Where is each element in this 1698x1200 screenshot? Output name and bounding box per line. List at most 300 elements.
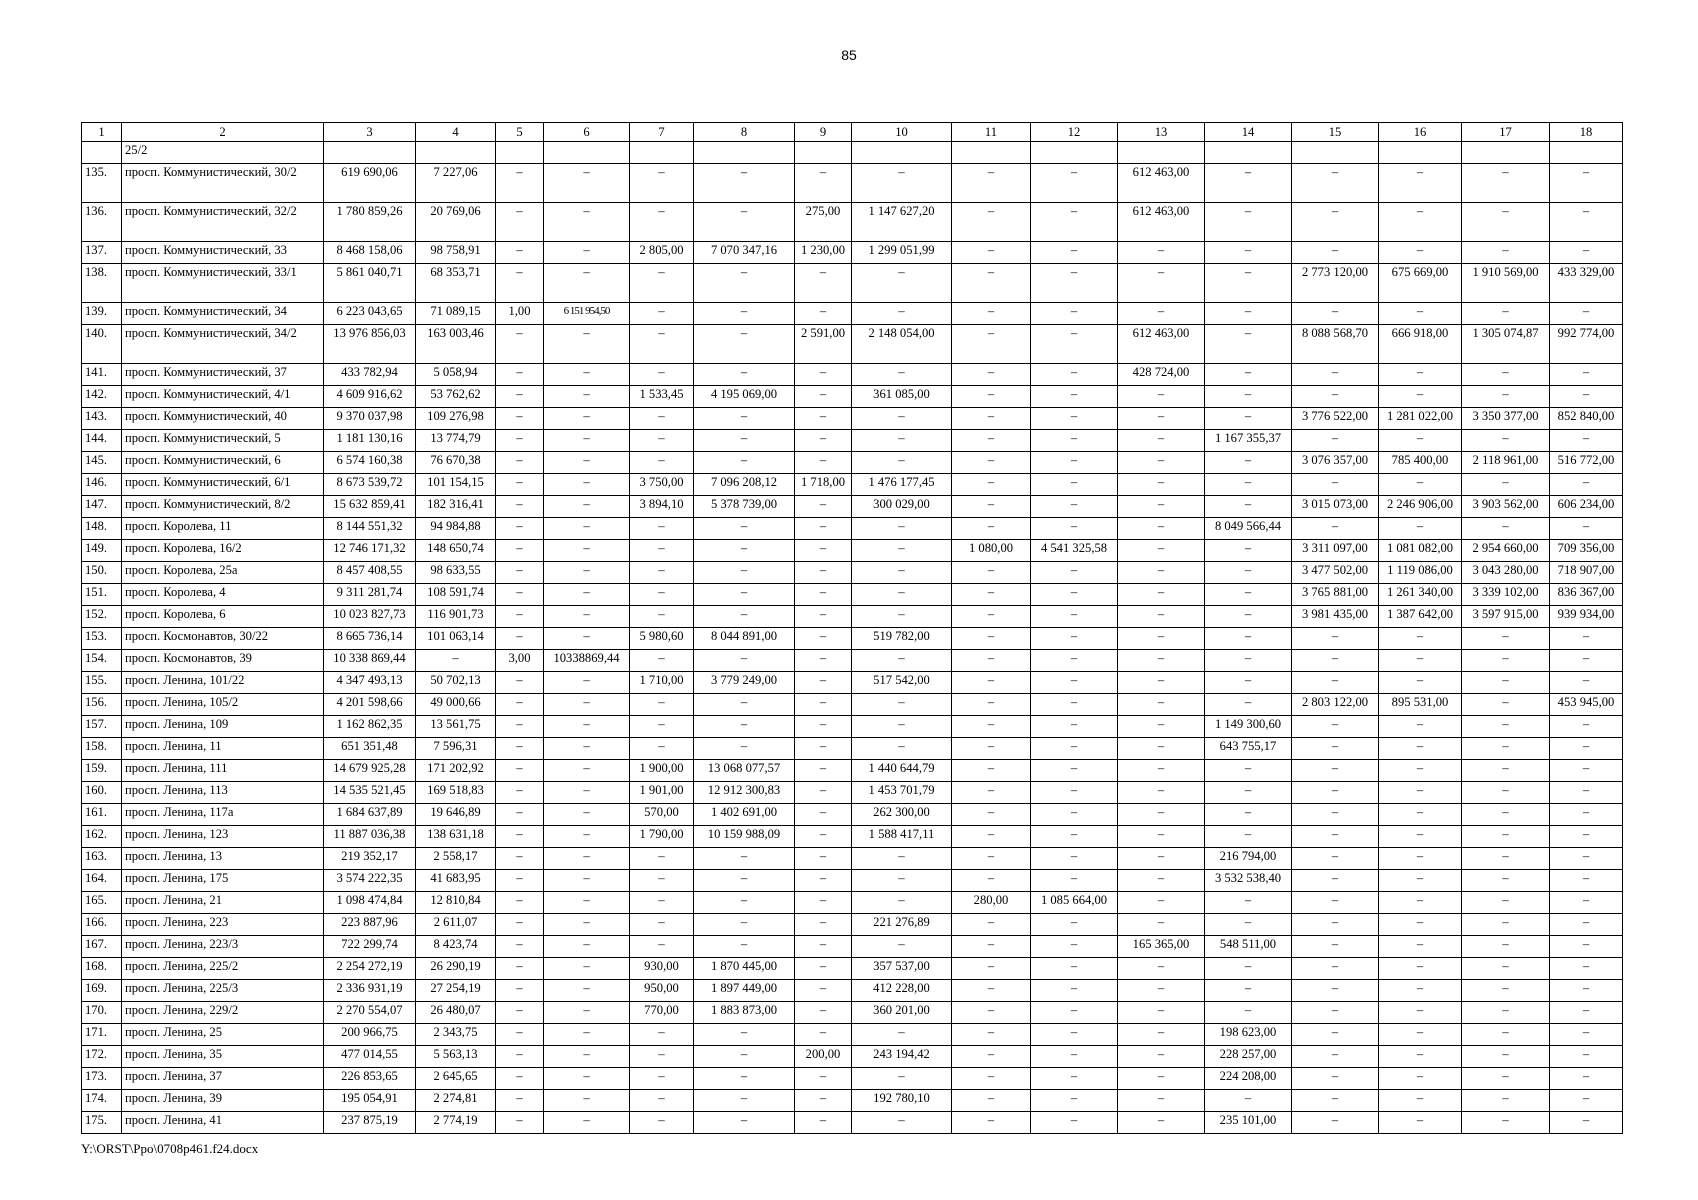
value-cell: 10 023 827,73	[324, 606, 416, 628]
value-cell: 3 894,10	[630, 496, 694, 518]
value-cell: 3 597 915,00	[1462, 606, 1550, 628]
table-row	[82, 650, 1623, 672]
value-cell: 8 468 158,06	[324, 242, 416, 264]
value-cell: 226 853,65	[324, 1068, 416, 1090]
value-cell: 19 646,89	[416, 804, 496, 826]
value-cell: –	[1205, 303, 1292, 325]
value-cell: –	[496, 716, 544, 738]
value-cell: –	[1379, 760, 1462, 782]
address-cell: просп. Космонавтов, 39	[122, 650, 324, 672]
value-cell: –	[952, 760, 1031, 782]
value-cell: 26 480,07	[416, 1002, 496, 1024]
value-cell: –	[694, 562, 795, 584]
column-header: 17	[1462, 123, 1550, 142]
value-cell: –	[1031, 694, 1118, 716]
row-number: 161.	[82, 804, 122, 826]
column-header: 13	[1118, 123, 1205, 142]
value-cell: –	[630, 716, 694, 738]
value-cell: –	[694, 606, 795, 628]
value-cell: –	[544, 364, 630, 386]
value-cell: –	[1205, 264, 1292, 303]
value-cell: 6 151 954,50	[544, 303, 630, 325]
address-cell: просп. Ленина, 21	[122, 892, 324, 914]
value-cell: –	[1205, 694, 1292, 716]
value-cell: 3 779 249,00	[694, 672, 795, 694]
value-cell: 1,00	[496, 303, 544, 325]
value-cell: 3 350 377,00	[1462, 408, 1550, 430]
value-cell: –	[630, 1112, 694, 1134]
value-cell: –	[496, 914, 544, 936]
value-cell: –	[1379, 804, 1462, 826]
value-cell: –	[1118, 303, 1205, 325]
table-row	[82, 672, 1623, 694]
value-cell: –	[795, 1002, 852, 1024]
value-cell: 718 907,00	[1550, 562, 1623, 584]
address-cell: просп. Коммунистический, 37	[122, 364, 324, 386]
value-cell: –	[1031, 782, 1118, 804]
value-cell: –	[630, 518, 694, 540]
value-cell: –	[1118, 892, 1205, 914]
table-row	[82, 584, 1623, 606]
value-cell: 1 684 637,89	[324, 804, 416, 826]
value-cell: –	[952, 562, 1031, 584]
value-cell: 666 918,00	[1379, 325, 1462, 364]
value-cell: –	[1379, 1090, 1462, 1112]
value-cell: –	[1379, 892, 1462, 914]
value-cell: –	[795, 386, 852, 408]
value-cell: –	[1379, 430, 1462, 452]
value-cell: –	[1462, 716, 1550, 738]
value-cell: –	[795, 804, 852, 826]
value-cell: –	[952, 716, 1031, 738]
value-cell: –	[630, 264, 694, 303]
table-row	[82, 562, 1623, 584]
value-cell: –	[496, 1002, 544, 1024]
row-number: 151.	[82, 584, 122, 606]
row-number: 157.	[82, 716, 122, 738]
value-cell: 477 014,55	[324, 1046, 416, 1068]
value-cell: 5 980,60	[630, 628, 694, 650]
value-cell: –	[1292, 848, 1379, 870]
value-cell: –	[1118, 562, 1205, 584]
value-cell: –	[795, 562, 852, 584]
value-cell: –	[1292, 242, 1379, 264]
value-cell: –	[630, 1024, 694, 1046]
value-cell: –	[1118, 738, 1205, 760]
value-cell: –	[1462, 303, 1550, 325]
table-row	[82, 936, 1623, 958]
value-cell: –	[952, 1024, 1031, 1046]
value-cell: –	[496, 760, 544, 782]
value-cell: –	[1205, 540, 1292, 562]
value-cell: –	[952, 650, 1031, 672]
value-cell: –	[630, 430, 694, 452]
value-cell: –	[630, 892, 694, 914]
value-cell: 14 535 521,45	[324, 782, 416, 804]
value-cell: –	[952, 936, 1031, 958]
row-number: 142.	[82, 386, 122, 408]
value-cell: –	[1550, 804, 1623, 826]
value-cell: –	[852, 848, 952, 870]
page-number: 85	[841, 47, 857, 63]
row-number: 150.	[82, 562, 122, 584]
value-cell: –	[1379, 958, 1462, 980]
address-cell: просп. Коммунистический, 34/2	[122, 325, 324, 364]
value-cell: –	[694, 848, 795, 870]
value-cell: –	[630, 408, 694, 430]
value-cell: –	[1292, 1024, 1379, 1046]
value-cell: –	[852, 1024, 952, 1046]
value-cell: –	[1205, 364, 1292, 386]
value-cell: 223 887,96	[324, 914, 416, 936]
value-cell: –	[1205, 650, 1292, 672]
row-number: 147.	[82, 496, 122, 518]
value-cell: –	[1205, 672, 1292, 694]
value-cell: –	[1205, 408, 1292, 430]
value-cell: –	[1292, 892, 1379, 914]
value-cell: –	[544, 958, 630, 980]
value-cell: 68 353,71	[416, 264, 496, 303]
value-cell: 9 370 037,98	[324, 408, 416, 430]
value-cell: –	[1550, 303, 1623, 325]
address-cell: просп. Ленина, 123	[122, 826, 324, 848]
value-cell: 1 718,00	[795, 474, 852, 496]
value-cell: –	[1205, 892, 1292, 914]
value-cell: –	[496, 386, 544, 408]
address-cell: просп. Коммунистический, 6	[122, 452, 324, 474]
value-cell: –	[852, 364, 952, 386]
value-cell: –	[1031, 628, 1118, 650]
value-cell: 1 476 177,45	[852, 474, 952, 496]
value-cell: –	[1292, 1046, 1379, 1068]
value-cell: –	[544, 980, 630, 1002]
value-cell: –	[1379, 1024, 1462, 1046]
value-cell: –	[952, 584, 1031, 606]
table-row	[82, 242, 1623, 264]
data-table	[81, 122, 1623, 1134]
value-cell: –	[1118, 760, 1205, 782]
value-cell: –	[1462, 474, 1550, 496]
column-header: 1	[82, 123, 122, 142]
value-cell: –	[952, 164, 1031, 203]
value-cell: –	[952, 914, 1031, 936]
value-cell: –	[496, 540, 544, 562]
value-cell: –	[694, 1112, 795, 1134]
address-cell: просп. Коммунистический, 30/2	[122, 164, 324, 203]
column-header: 18	[1550, 123, 1623, 142]
value-cell: –	[1031, 1002, 1118, 1024]
value-cell: 1 870 445,00	[694, 958, 795, 980]
value-cell: 8 665 736,14	[324, 628, 416, 650]
value-cell: –	[1205, 958, 1292, 980]
value-cell: –	[1292, 1090, 1379, 1112]
value-cell: –	[496, 1090, 544, 1112]
value-cell: –	[544, 628, 630, 650]
value-cell: –	[496, 804, 544, 826]
value-cell: –	[1462, 848, 1550, 870]
value-cell: –	[795, 540, 852, 562]
value-cell: –	[544, 936, 630, 958]
table-row	[82, 540, 1623, 562]
value-cell: –	[1550, 364, 1623, 386]
value-cell: –	[1292, 628, 1379, 650]
value-cell: 3 981 435,00	[1292, 606, 1379, 628]
value-cell: 4 195 069,00	[694, 386, 795, 408]
table-row	[82, 452, 1623, 474]
value-cell: –	[544, 782, 630, 804]
value-cell: 852 840,00	[1550, 408, 1623, 430]
address-cell: просп. Коммунистический, 40	[122, 408, 324, 430]
value-cell: –	[1292, 1002, 1379, 1024]
address-cell: просп. Королева, 6	[122, 606, 324, 628]
value-cell: –	[1462, 242, 1550, 264]
column-header: 11	[952, 123, 1031, 142]
value-cell: 1 162 862,35	[324, 716, 416, 738]
value-cell: –	[1292, 826, 1379, 848]
value-cell: –	[1292, 650, 1379, 672]
value-cell: –	[795, 518, 852, 540]
value-cell: –	[544, 264, 630, 303]
column-header: 15	[1292, 123, 1379, 142]
value-cell: –	[496, 474, 544, 496]
value-cell: –	[1118, 1090, 1205, 1112]
table-row	[82, 325, 1623, 364]
value-cell: –	[952, 496, 1031, 518]
value-cell: 237 875,19	[324, 1112, 416, 1134]
value-cell: –	[852, 716, 952, 738]
value-cell: 7 596,31	[416, 738, 496, 760]
value-cell: –	[1462, 164, 1550, 203]
value-cell: 709 356,00	[1550, 540, 1623, 562]
value-cell: 14 679 925,28	[324, 760, 416, 782]
value-cell: –	[952, 628, 1031, 650]
value-cell: –	[1462, 1090, 1550, 1112]
value-cell: –	[1031, 606, 1118, 628]
value-cell: 7 070 347,16	[694, 242, 795, 264]
value-cell: –	[952, 474, 1031, 496]
value-cell: –	[1462, 628, 1550, 650]
value-cell: –	[1462, 1002, 1550, 1024]
value-cell: –	[1031, 914, 1118, 936]
value-cell: –	[1550, 1112, 1623, 1134]
value-cell: –	[1031, 848, 1118, 870]
value-cell: –	[1118, 1046, 1205, 1068]
value-cell: 895 531,00	[1379, 694, 1462, 716]
value-cell: –	[1462, 760, 1550, 782]
value-cell: 1 147 627,20	[852, 203, 952, 242]
value-cell: 3 477 502,00	[1292, 562, 1379, 584]
value-cell: –	[1550, 716, 1623, 738]
row-number: 136.	[82, 203, 122, 242]
value-cell: –	[496, 264, 544, 303]
row-number: 156.	[82, 694, 122, 716]
value-cell: –	[795, 408, 852, 430]
address-cell: просп. Ленина, 225/3	[122, 980, 324, 1002]
value-cell: –	[694, 303, 795, 325]
value-cell: –	[1462, 782, 1550, 804]
table-row	[82, 848, 1623, 870]
value-cell: –	[544, 430, 630, 452]
address-cell: просп. Ленина, 175	[122, 870, 324, 892]
value-cell: 1 883 873,00	[694, 1002, 795, 1024]
value-cell: 101 063,14	[416, 628, 496, 650]
value-cell: 1 281 022,00	[1379, 408, 1462, 430]
row-number: 146.	[82, 474, 122, 496]
value-cell: 1 897 449,00	[694, 980, 795, 1002]
value-cell: –	[544, 540, 630, 562]
value-cell: 71 089,15	[416, 303, 496, 325]
value-cell: 1 402 691,00	[694, 804, 795, 826]
value-cell: –	[544, 1046, 630, 1068]
value-cell: –	[496, 1024, 544, 1046]
continuation-cell: 25/2	[122, 142, 324, 164]
value-cell: –	[1462, 672, 1550, 694]
value-cell: –	[1292, 203, 1379, 242]
value-cell: 1 299 051,99	[852, 242, 952, 264]
value-cell: –	[952, 1090, 1031, 1112]
value-cell: –	[795, 364, 852, 386]
value-cell: –	[952, 694, 1031, 716]
value-cell: 2 336 931,19	[324, 980, 416, 1002]
row-number: 165.	[82, 892, 122, 914]
value-cell: 1 098 474,84	[324, 892, 416, 914]
value-cell: –	[544, 325, 630, 364]
value-cell: –	[795, 936, 852, 958]
table-row	[82, 496, 1623, 518]
value-cell: 26 290,19	[416, 958, 496, 980]
value-cell: –	[496, 848, 544, 870]
value-cell: –	[852, 540, 952, 562]
value-cell: 1 710,00	[630, 672, 694, 694]
value-cell: –	[852, 936, 952, 958]
address-cell: просп. Коммунистический, 34	[122, 303, 324, 325]
value-cell: –	[1118, 870, 1205, 892]
value-cell: 357 537,00	[852, 958, 952, 980]
value-cell: 7 227,06	[416, 164, 496, 203]
value-cell: –	[1379, 914, 1462, 936]
value-cell: 1 790,00	[630, 826, 694, 848]
value-cell: –	[952, 452, 1031, 474]
column-header: 7	[630, 123, 694, 142]
value-cell: –	[1031, 1024, 1118, 1046]
table-row	[82, 1068, 1623, 1090]
value-cell: 570,00	[630, 804, 694, 826]
value-cell: –	[1031, 936, 1118, 958]
value-cell: –	[1118, 1002, 1205, 1024]
value-cell: –	[1550, 650, 1623, 672]
value-cell: 1 440 644,79	[852, 760, 952, 782]
value-cell: –	[952, 325, 1031, 364]
value-cell: –	[1379, 364, 1462, 386]
table-row	[82, 804, 1623, 826]
value-cell: 2 343,75	[416, 1024, 496, 1046]
value-cell: –	[496, 892, 544, 914]
column-header: 14	[1205, 123, 1292, 142]
value-cell: 1 900,00	[630, 760, 694, 782]
value-cell: 10338869,44	[544, 650, 630, 672]
value-cell: –	[1118, 826, 1205, 848]
value-cell: 49 000,66	[416, 694, 496, 716]
value-cell: –	[952, 430, 1031, 452]
value-cell: –	[694, 738, 795, 760]
value-cell: –	[1550, 203, 1623, 242]
value-cell: –	[1118, 914, 1205, 936]
value-cell: –	[1205, 1090, 1292, 1112]
value-cell: 2 246 906,00	[1379, 496, 1462, 518]
table-row	[82, 606, 1623, 628]
value-cell: 169 518,83	[416, 782, 496, 804]
row-number: 152.	[82, 606, 122, 628]
value-cell: –	[694, 892, 795, 914]
value-cell: –	[1118, 474, 1205, 496]
value-cell: –	[1462, 1024, 1550, 1046]
address-cell: просп. Коммунистический, 6/1	[122, 474, 324, 496]
value-cell: –	[795, 1090, 852, 1112]
value-cell: –	[694, 364, 795, 386]
value-cell: –	[852, 452, 952, 474]
value-cell: 109 276,98	[416, 408, 496, 430]
value-cell: 1 387 642,00	[1379, 606, 1462, 628]
column-header: 8	[694, 123, 795, 142]
value-cell: –	[1462, 826, 1550, 848]
value-cell: 1 080,00	[952, 540, 1031, 562]
value-cell: 785 400,00	[1379, 452, 1462, 474]
value-cell: –	[1205, 496, 1292, 518]
value-cell: –	[852, 650, 952, 672]
row-number: 169.	[82, 980, 122, 1002]
value-cell: –	[1118, 606, 1205, 628]
value-cell: –	[795, 870, 852, 892]
value-cell: –	[1118, 496, 1205, 518]
value-cell: –	[544, 892, 630, 914]
value-cell: –	[544, 584, 630, 606]
value-cell: –	[544, 1024, 630, 1046]
value-cell: 8 144 551,32	[324, 518, 416, 540]
value-cell: –	[544, 826, 630, 848]
value-cell: –	[496, 364, 544, 386]
value-cell: –	[952, 782, 1031, 804]
value-cell: –	[1118, 782, 1205, 804]
value-cell: –	[1379, 518, 1462, 540]
value-cell: –	[852, 584, 952, 606]
value-cell: 8 673 539,72	[324, 474, 416, 496]
row-number: 144.	[82, 430, 122, 452]
value-cell: –	[952, 672, 1031, 694]
value-cell: 101 154,15	[416, 474, 496, 496]
address-cell: просп. Коммунистический, 32/2	[122, 203, 324, 242]
value-cell: –	[544, 1002, 630, 1024]
value-cell: 1 149 300,60	[1205, 716, 1292, 738]
value-cell: –	[1462, 364, 1550, 386]
value-cell: –	[1550, 628, 1623, 650]
table-row	[82, 474, 1623, 496]
address-cell: просп. Королева, 11	[122, 518, 324, 540]
value-cell: 219 352,17	[324, 848, 416, 870]
value-cell: –	[795, 1112, 852, 1134]
row-number: 140.	[82, 325, 122, 364]
value-cell: –	[544, 848, 630, 870]
value-cell: 41 683,95	[416, 870, 496, 892]
value-cell: –	[1292, 804, 1379, 826]
value-cell: –	[630, 738, 694, 760]
value-cell: 1 780 859,26	[324, 203, 416, 242]
value-cell: 2 118 961,00	[1462, 452, 1550, 474]
value-cell: –	[952, 303, 1031, 325]
value-cell: 3 076 357,00	[1292, 452, 1379, 474]
value-cell: –	[694, 584, 795, 606]
table-row	[82, 628, 1623, 650]
value-cell: –	[630, 914, 694, 936]
